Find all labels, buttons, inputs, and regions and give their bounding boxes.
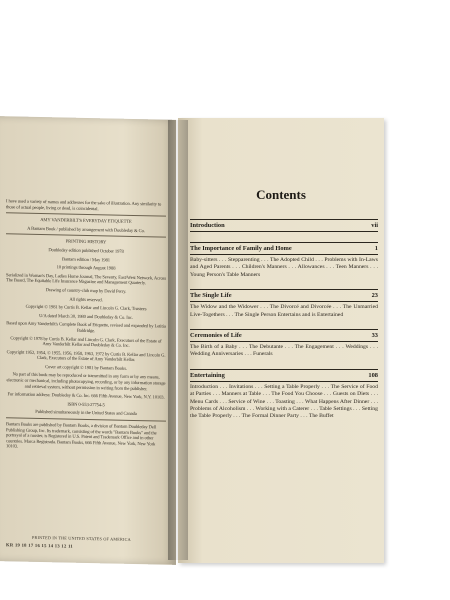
cover-art-credit: Cover art copyright © 1981 by Bantam Books. — [45, 363, 127, 371]
toc-entry-heading — [190, 329, 378, 342]
printing-history-line: Bantam edition / May 1981 — [61, 256, 111, 263]
toc-entry — [190, 289, 378, 319]
toc-entry-heading — [190, 219, 378, 232]
printing-history-heading: PRINTING HISTORY — [65, 238, 107, 245]
toc-entry-page: 33 — [371, 332, 378, 340]
notice-text: I have used a variety of names and addresses for the sake of illustration. Any similarity to those of actual people, living or dead, is coincidental. — [6, 198, 162, 211]
copyright-line: U/A dated March 30, 1980 and Doubleday & Co. Inc. — [39, 312, 133, 320]
publisher-line: A Bantam Book / published by arrangement with Doubleday & Co. — [27, 225, 145, 233]
toc-entry — [190, 329, 378, 359]
toc-entry — [190, 369, 378, 421]
toc-entry-topics: The Widow and the Widower . . . The Divorcé and Divorcée . . . The Unmarried Live-Togethers . . . The Single Person Entertains and is Entertained — [190, 304, 378, 318]
toc-entry-page: 23 — [371, 292, 378, 300]
table-of-contents — [190, 219, 378, 431]
toc-entry-title: Ceremonies of Life — [190, 332, 242, 340]
copyright-line: Copyright 1952, 1954, © 1955, 1956, 1958, 1963, 1972 by Curtis B. Kellar and Lincoln G. Clark, Executors of the Estate of Amy Vanderbilt Kellar. — [6, 348, 166, 363]
toc-entry-page: vii — [371, 222, 378, 229]
toc-entry-heading — [190, 289, 378, 302]
canada-notice: Published simultaneously in the United States and Canada — [35, 409, 137, 417]
printed-in-text: PRINTED IN THE UNITED STATES OF AMERICA — [32, 534, 131, 542]
copyright-line: Copyright © 1981 by Curtis B. Kellar and Lincoln G. Clark, Trustees — [25, 303, 147, 312]
toc-entry-title: Entertaining — [190, 371, 225, 379]
toc-entry-topics: Baby-sitters . . . Stepparenting . . . The Adopted Child . . . Problems with In-Laws and Aged Parents . . . Children's Manners . . . Allowances . . . Teen Manners . . . Young Person's Table Manners — [190, 257, 378, 278]
open-book — [0, 118, 390, 563]
toc-entry-page: 1 — [374, 245, 378, 252]
copyright-page — [0, 116, 176, 565]
book-spine-shadow — [168, 120, 188, 560]
serialized-text: Serialized in Woman's Day, Ladies Home Journal, The Seventy, East/West Network, Across The Board, The Equitable Life Insurance Magazine and Management Quarterly. — [6, 272, 167, 286]
toc-entry — [190, 242, 378, 279]
isbn: ISBN 0-553-27754-5 — [67, 401, 105, 408]
toc-entry-title: The Importance of Family and Home — [190, 245, 292, 252]
toc-entry-title: The Single Life — [190, 292, 232, 300]
toc-entry-topics: The Birth of a Baby . . . The Debutante . . . The Engagement . . . Weddings . . . Wedding Anniversaries . . . Funerals — [190, 344, 378, 358]
toc-entry-heading — [190, 369, 378, 382]
printing-history-line: Doubleday edition published October 1978 — [48, 247, 124, 254]
reproduction-notice: No part of this book may be reproduced or transmitted in any form or by any means, electronic or mechanical, including photocopying, recording, or by any information storage and retrieval system, without permission in writing from the publisher. — [6, 371, 166, 391]
rights-text: All rights reserved. — [69, 296, 103, 302]
based-on-text: Based upon Amy Vanderbilt's Complete Book of Etiquette, revised and expanded by Letitia Baldridge. — [6, 320, 166, 334]
copyright-text-block — [6, 198, 166, 455]
drawing-credit: Drawing of country-club map by David Perry. — [45, 287, 127, 294]
toc-entry-heading — [190, 242, 378, 255]
book-title-line: AMY VANDERBILT'S EVERYDAY ETIQUETTE — [40, 217, 132, 225]
info-address: For information address: Doubleday & Co. Inc. 666 Fifth Avenue, New York, N.Y. 10103. — [7, 391, 165, 400]
toc-entry-topics: Introduction . . . Invitations . . . Setting a Table Properly . . . The Service of Food at Parties . . . Manners at Table . . . The Food You Choose . . . Guests on Diets . . . Menu Cards . . . Service of Wine . . . Toasting . . . What Happens After Dinner . . . Problems of Alcoholism . . . Working with a Caterer . . . Table Settings . . . Setting the Table Properly . . . The Formal Dinner Party . . . The Buffet — [190, 383, 378, 420]
contents-title: Contents — [256, 187, 306, 202]
printing-history-line: 10 printings through August 1988 — [56, 264, 116, 271]
copyright-line: Copyright © 1978 by Curtis B. Kellar and Lincoln G. Clark, Executors of the Estate of Amy Vanderbilt Kellar and Doubleday & Co. Inc. — [10, 334, 162, 348]
bantam-info: Bantam Books are published by Bantam Books, a division of Bantam Doubleday Dell Publishing Group, Inc. Its trademark, consisting of the words "Bantam Books" and the portrayal of a rooster, is Registered in U.S. Patent and Trademark Office and in other countries. Marca Registrada. Bantam Books, 666 Fifth Avenue, New York, New York 10103. — [6, 421, 157, 449]
print-line: KR 19 18 17 16 15 14 13 12 11 — [6, 542, 74, 549]
toc-entry — [190, 219, 378, 232]
toc-entry-page: 108 — [368, 371, 378, 379]
toc-entry-title: Introduction — [190, 222, 225, 229]
contents-page — [178, 118, 384, 563]
